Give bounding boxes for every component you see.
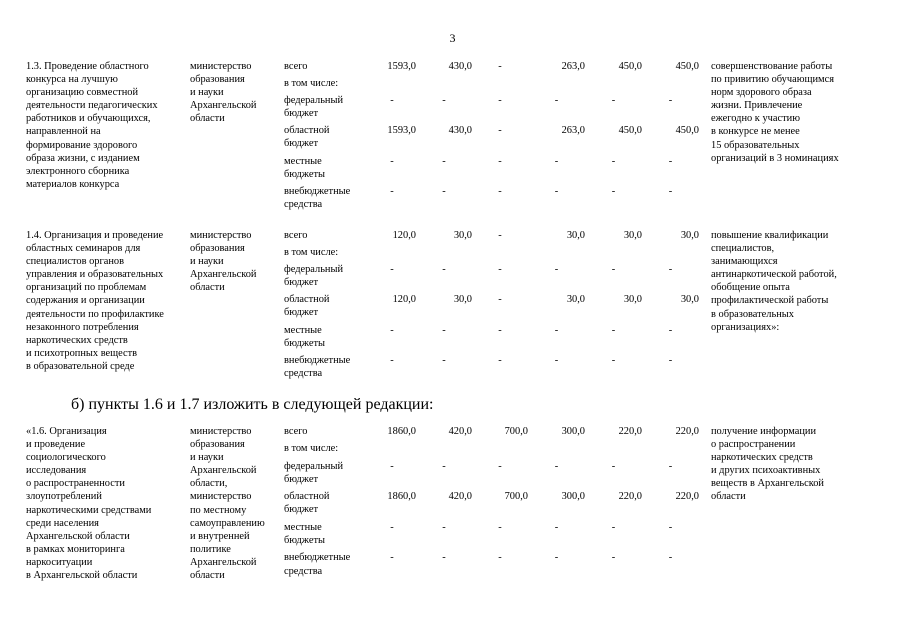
funding-source-label: всего (284, 426, 308, 437)
funding-amount: - (611, 460, 616, 472)
funding-amount: 430,0 (448, 125, 472, 137)
funding-source-label: внебюджетные средства (284, 354, 351, 379)
funding-amount: 30,0 (623, 294, 642, 306)
funding-amount (368, 77, 416, 94)
funding-amount: - (390, 185, 394, 197)
funding-source-label: внебюджетные средства (284, 552, 351, 577)
responsible-body: министерство образования и науки Архангельской области (190, 61, 257, 125)
funding-amount: - (498, 264, 502, 276)
funding-amount (585, 442, 642, 459)
funding-amount: 220,0 (675, 491, 699, 503)
activity-description: «1.6. Организация и проведение социологического исследования о распространенности злоупотреблений наркотическими средствами среди населения Архангельской области в рамках мониторинга наркоситуации в Архангельской области (26, 426, 152, 582)
funding-amount: 450,0 (618, 125, 642, 137)
funding-amount: 300,0 (561, 491, 585, 503)
funding-amount: 220,0 (675, 426, 699, 437)
funding-amount: - (442, 460, 446, 472)
funding-amount: - (611, 185, 616, 197)
funding-amount: - (611, 95, 616, 107)
funding-amount: - (390, 354, 394, 366)
funding-amount (472, 246, 528, 263)
funding-amount: - (498, 230, 502, 241)
funding-amount: 700,0 (504, 426, 528, 437)
funding-source-label: в том числе: (284, 247, 339, 259)
funding-amount: - (390, 95, 394, 107)
funding-amount: - (442, 185, 446, 197)
funding-amount: - (668, 460, 673, 472)
funding-source-label: федеральный бюджет (284, 95, 344, 120)
activity-description: 1.4. Организация и проведение областных семинаров для специалистов органов управления и образовательных организаций по проблемам содержания и организации деятельности по профилактике незаконного потребления наркотических средств и психотропных веществ в образовательной среде (26, 230, 164, 372)
funding-amount (528, 442, 585, 459)
funding-amount: 450,0 (675, 125, 699, 137)
block-rows (26, 229, 886, 384)
funding-amount: - (668, 521, 673, 533)
funding-amount: - (668, 324, 673, 336)
funding-amount: 450,0 (675, 61, 699, 72)
funding-amount: 30,0 (453, 294, 472, 306)
funding-amount: 30,0 (453, 230, 472, 241)
funding-amount: - (611, 354, 616, 366)
funding-amount (472, 442, 528, 459)
funding-amount: - (498, 460, 502, 472)
funding-amount: - (390, 155, 394, 167)
funding-amount: - (390, 521, 394, 533)
funding-row (26, 425, 886, 442)
funding-source-label: местные бюджеты (284, 521, 325, 546)
page-number: 3 (449, 31, 456, 45)
funding-amount: 700,0 (504, 491, 528, 503)
program-item-1-4 (26, 229, 886, 384)
funding-amount (416, 442, 472, 459)
funding-amount: - (498, 521, 502, 533)
funding-amount: - (668, 264, 673, 276)
funding-amount: - (668, 95, 673, 107)
funding-amount: - (554, 185, 559, 197)
funding-amount: 120,0 (392, 294, 416, 306)
funding-amount (416, 77, 472, 94)
funding-source-label: в том числе: (284, 78, 339, 90)
expected-result: получение информации о распространении наркотических средств и других психоактивных веществ в Архангельской области (711, 426, 824, 503)
funding-amount: 430,0 (448, 61, 472, 72)
funding-amount: - (442, 354, 446, 366)
funding-amount: - (554, 354, 559, 366)
funding-amount: 30,0 (566, 294, 585, 306)
funding-source-label: местные бюджеты (284, 155, 325, 180)
funding-amount (642, 246, 699, 263)
funding-amount: - (554, 264, 559, 276)
funding-amount: - (498, 324, 502, 336)
funding-amount (416, 246, 472, 263)
funding-source-label: в том числе: (284, 443, 339, 455)
funding-amount: - (442, 324, 446, 336)
funding-source-label: областной бюджет (284, 491, 330, 516)
funding-amount: - (390, 460, 394, 472)
funding-amount: - (390, 324, 394, 336)
expected-result: совершенствование работы по привитию обучающимся норм здорового образа жизни. Привлечение ежегодно к участию в конкурсе не менее 15 образовательных организаций в 3 номинациях (711, 61, 839, 164)
activity-description: 1.3. Проведение областного конкурса на лучшую организацию совместной деятельности педагогических работников и обучающихся, направленной на формирование здорового образа жизни, с изданием электронного сборника материалов конкурса (26, 61, 158, 190)
funding-amount: 220,0 (618, 491, 642, 503)
funding-amount: - (611, 264, 616, 276)
program-item-1-6 (26, 425, 886, 582)
funding-amount: - (611, 155, 616, 167)
funding-amount: - (611, 552, 616, 564)
funding-amount: - (554, 552, 559, 564)
funding-amount: 220,0 (618, 426, 642, 437)
funding-row (26, 60, 886, 77)
funding-amount: - (442, 155, 446, 167)
funding-amount: - (498, 61, 502, 72)
program-item-1-3 (26, 60, 886, 215)
funding-amount (528, 246, 585, 263)
funding-amount: 263,0 (561, 61, 585, 72)
funding-amount: - (498, 294, 502, 306)
funding-amount: - (498, 185, 502, 197)
funding-amount: - (668, 155, 673, 167)
funding-amount: - (442, 264, 446, 276)
funding-amount (642, 77, 699, 94)
funding-amount: 300,0 (561, 426, 585, 437)
funding-amount (585, 77, 642, 94)
funding-amount: - (442, 552, 446, 564)
funding-amount: 420,0 (448, 426, 472, 437)
funding-source-label: местные бюджеты (284, 324, 325, 349)
funding-source-label: всего (284, 230, 308, 241)
funding-amount: - (668, 552, 673, 564)
funding-amount: 420,0 (448, 491, 472, 503)
block-rows (26, 60, 886, 215)
funding-amount: - (554, 95, 559, 107)
section-heading: б) пункты 1.6 и 1.7 изложить в следующей редакции: (71, 396, 434, 413)
funding-amount: - (668, 354, 673, 366)
funding-amount: 30,0 (566, 230, 585, 241)
funding-amount (472, 77, 528, 94)
funding-amount: 450,0 (618, 61, 642, 72)
funding-amount: 1860,0 (387, 491, 416, 503)
funding-source-label: внебюджетные средства (284, 185, 351, 210)
funding-amount: - (611, 521, 616, 533)
funding-row (26, 229, 886, 246)
funding-amount: - (668, 185, 673, 197)
funding-source-label: федеральный бюджет (284, 460, 344, 485)
funding-amount: - (611, 324, 616, 336)
responsible-body: министерство образования и науки Архангельской области, министерство по местному самоуправлению и внутренней политике Архангельской области (190, 426, 265, 582)
expected-result: повышение квалификации специалистов, занимающихся антинаркотической работой, обобщение опыта профилактической работы в образовательных организациях»: (711, 230, 837, 333)
funding-amount (368, 246, 416, 263)
funding-amount: 1860,0 (387, 426, 416, 437)
funding-amount (368, 442, 416, 459)
funding-source-label: всего (284, 61, 308, 72)
funding-amount: - (554, 521, 559, 533)
funding-amount (528, 77, 585, 94)
funding-source-label: федеральный бюджет (284, 264, 344, 289)
funding-amount: 30,0 (680, 230, 699, 241)
funding-amount: - (554, 460, 559, 472)
funding-amount: - (390, 552, 394, 564)
funding-amount: 30,0 (623, 230, 642, 241)
funding-amount: 30,0 (680, 294, 699, 306)
funding-amount: - (498, 95, 502, 107)
funding-amount (585, 246, 642, 263)
funding-amount: 263,0 (561, 125, 585, 137)
funding-amount: - (498, 354, 502, 366)
funding-amount: 120,0 (392, 230, 416, 241)
funding-amount: - (442, 95, 446, 107)
funding-amount (642, 442, 699, 459)
funding-amount: - (442, 521, 446, 533)
block-rows (26, 425, 886, 582)
funding-amount: - (554, 155, 559, 167)
responsible-body: министерство образования и науки Архангельской области (190, 230, 257, 294)
funding-source-label: областной бюджет (284, 294, 330, 319)
funding-amount: - (498, 552, 502, 564)
funding-source-label: областной бюджет (284, 125, 330, 150)
funding-amount: - (554, 324, 559, 336)
funding-amount: 1593,0 (387, 125, 416, 137)
funding-amount: - (498, 125, 502, 137)
funding-amount: - (498, 155, 502, 167)
funding-amount: - (390, 264, 394, 276)
funding-amount: 1593,0 (387, 61, 416, 72)
